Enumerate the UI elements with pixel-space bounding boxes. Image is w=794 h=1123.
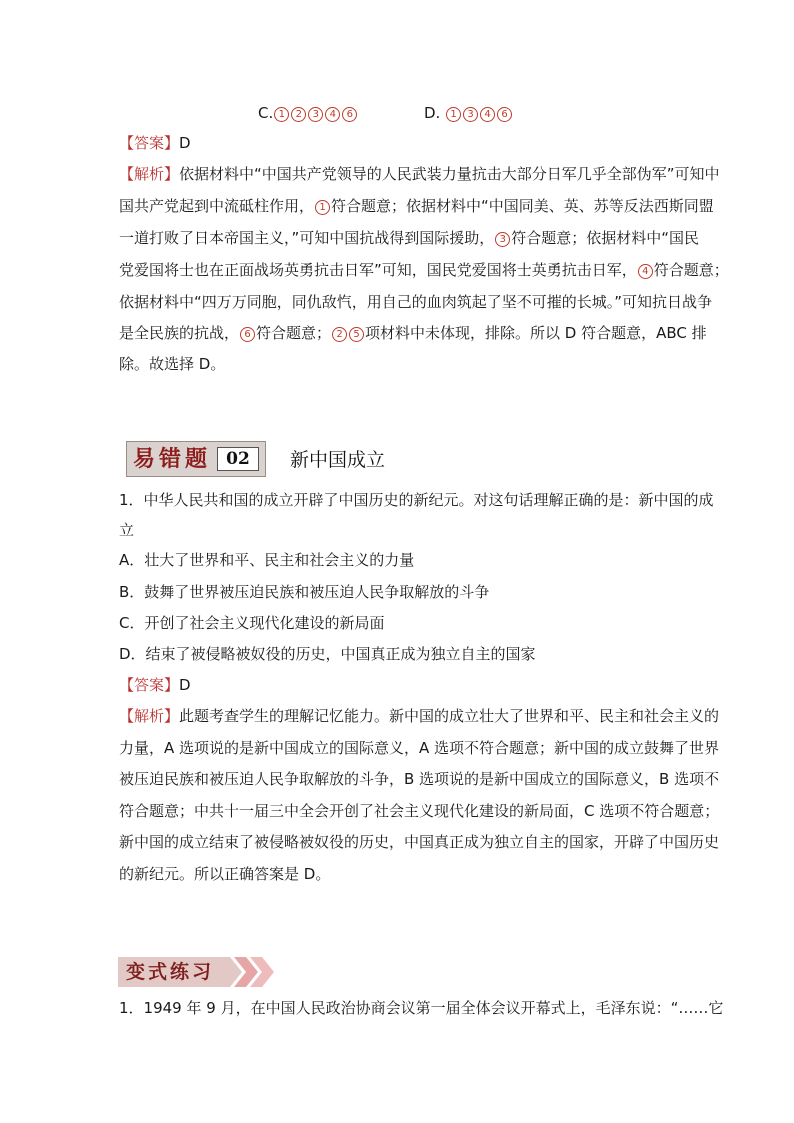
q2-stem-line-2: 立 [119, 521, 135, 539]
analysis-text: 一道打败了日本帝国主义，”可知中国抗战得到国际援助， [119, 229, 495, 247]
q2-analysis-line-5: 新中国的成立结束了被侵略被奴役的历史，中国真正成为独立自主的国家，开辟了中国历史 [119, 833, 720, 851]
analysis-text: 此题考查学生的理解记忆能力。新中国的成立壮大了世界和平、民主和社会主义的 [179, 707, 720, 725]
analysis-text: 符合题意；依据材料中“中国同美、英、苏等反法西斯同盟 [331, 197, 714, 215]
q1-analysis-line-4 [119, 260, 729, 280]
circled-number: 2 [332, 327, 347, 342]
analysis-tag: 【解析】 [119, 707, 180, 725]
circled-number: 6 [240, 327, 255, 342]
q2-analysis-line-6: 的新纪元。所以正确答案是 D。 [119, 865, 331, 883]
analysis-text: 符合题意；依据材料中“国民 [511, 229, 700, 247]
analysis-text: 符合题意； [256, 324, 332, 342]
q2-option-a: A．壮大了世界和平、民主和社会主义的力量 [119, 551, 415, 569]
section-number: 02 [217, 447, 259, 471]
circled-number: 2 [291, 107, 306, 122]
q2-analysis-line-3: 被压迫民族和被压迫人民争取解放的斗争，B 选项说的是新中国成立的国际意义，B 选项不 [119, 770, 720, 788]
q1-analysis-line-6 [119, 323, 707, 343]
answer-value: D [179, 676, 191, 694]
q2-option-c: C．开创了社会主义现代化建设的新局面 [119, 614, 385, 632]
q2-option-d: D．结束了被侵略被奴役的历史，中国真正成为独立自主的国家 [119, 645, 536, 663]
q2-stem-line-1: 1．中华人民共和国的成立开辟了中国历史的新纪元。对这句话理解正确的是：新中国的成 [119, 491, 714, 509]
q1-analysis-line-7 [119, 354, 679, 374]
q2-option-b: B．鼓舞了世界被压迫民族和被压迫人民争取解放的斗争 [119, 583, 490, 601]
option-c-label: C. [258, 104, 274, 122]
section-title: 新中国成立 [290, 449, 386, 471]
q1-analysis-line-3 [119, 228, 700, 248]
analysis-text: 除。故选择 D。 [119, 355, 226, 373]
analysis-text: 项材料中未体现，排除。所以 D 符合题意，ABC 排 [365, 324, 707, 342]
q1-answer [119, 133, 679, 153]
section-label: 易错题 [133, 446, 212, 472]
option-d-label: D. [424, 104, 446, 122]
q1-analysis-line-2 [119, 196, 714, 216]
analysis-text: 依据材料中“四万万同胞，同仇敌忾，用自己的血肉筑起了坚不可摧的长城。”可知抗日战争 [119, 293, 713, 311]
circled-number: 5 [349, 327, 364, 342]
circled-number: 3 [495, 232, 510, 247]
q2-analysis-line-4: 符合题意；中共十一届三中全会开创了社会主义现代化建设的新局面，C 选项不符合题意； [119, 802, 720, 820]
analysis-text: 依据材料中“中国共产党领导的人民武装力量抗击大部分日军几乎全部伪军”可知中 [179, 165, 720, 183]
analysis-text: 符合题意； [653, 261, 729, 279]
answer-tag: 【答案】 [119, 134, 180, 152]
practice-banner [118, 955, 278, 989]
q1-analysis-line-1 [119, 164, 720, 184]
option-c [258, 102, 358, 124]
practice-q1-line-1: 1．1949 年 9 月，在中国人民政治协商会议第一届全体会议开幕式上，毛泽东说：“……它 [119, 999, 724, 1017]
circled-number: 6 [342, 107, 357, 122]
q1-analysis-line-5 [119, 292, 713, 312]
circled-number: 6 [497, 107, 512, 122]
circled-number: 3 [308, 107, 323, 122]
practice-label: 变式练习 [126, 961, 215, 983]
analysis-text: 党爱国将士也在正面战场英勇抗击日军”可知，国民党爱国将士英勇抗击日军， [119, 261, 637, 279]
q2-analysis-line-1 [119, 706, 720, 726]
circled-number: 3 [463, 107, 478, 122]
circled-number: 4 [325, 107, 340, 122]
option-d [424, 102, 513, 124]
circled-number: 4 [480, 107, 495, 122]
circled-number: 1 [446, 107, 461, 122]
q2-answer [119, 675, 679, 695]
answer-tag: 【答案】 [119, 676, 180, 694]
answer-value: D [179, 134, 191, 152]
section-banner [126, 441, 266, 477]
analysis-text: 国共产党起到中流砥柱作用， [119, 197, 315, 215]
answer-options-row [0, 102, 794, 124]
circled-number: 1 [315, 200, 330, 215]
analysis-text: 是全民族的抗战， [119, 324, 240, 342]
circled-number: 4 [638, 264, 653, 279]
circled-number: 1 [274, 107, 289, 122]
analysis-tag: 【解析】 [119, 165, 180, 183]
q2-analysis-line-2: 力量，A 选项说的是新中国成立的国际意义，A 选项不符合题意；新中国的成立鼓舞了世界 [119, 739, 720, 757]
